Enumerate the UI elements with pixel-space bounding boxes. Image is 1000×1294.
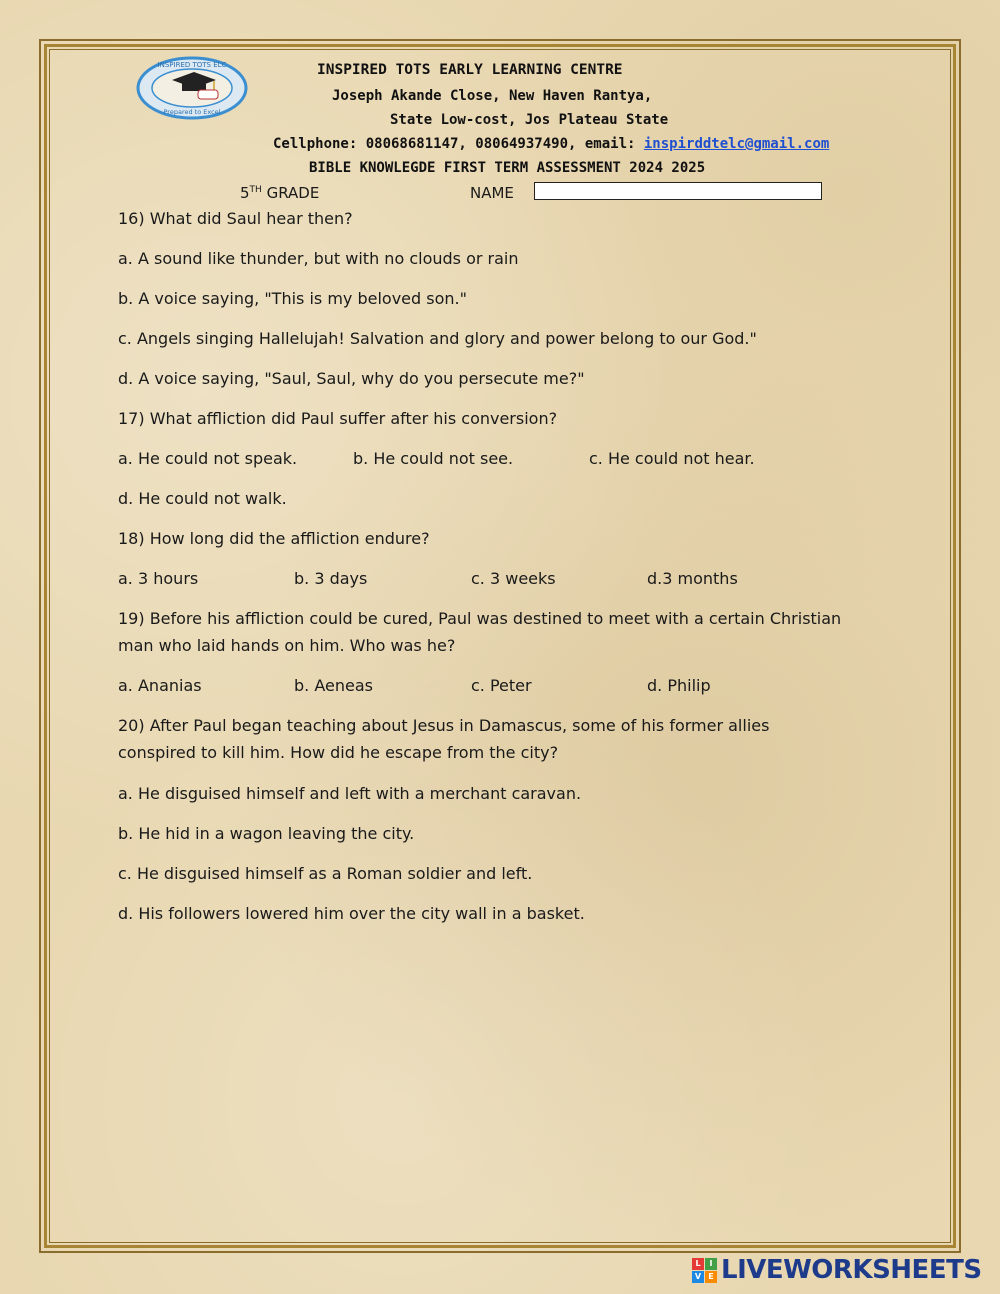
- q18-option-d[interactable]: d.3 months: [647, 569, 738, 588]
- address-line-1: Joseph Akande Close, New Haven Rantya,: [332, 88, 653, 104]
- q20-option-b[interactable]: b. He hid in a wagon leaving the city.: [118, 824, 415, 843]
- q17-option-b[interactable]: b. He could not see.: [353, 449, 514, 468]
- q18-option-a[interactable]: a. 3 hours: [118, 569, 199, 588]
- phone-text: Cellphone: 08068681147, 08064937490, email:: [273, 136, 644, 152]
- liveworksheets-brand[interactable]: [692, 1256, 982, 1284]
- name-input[interactable]: [534, 182, 822, 200]
- logo-text-top: INSPIRED TOTS ELC: [157, 61, 227, 69]
- question-20-line-2: conspired to kill him. How did he escape from the city?: [118, 743, 559, 762]
- name-label: NAME: [470, 184, 514, 202]
- q19-option-d[interactable]: d. Philip: [647, 676, 711, 695]
- question-19-line-1: 19) Before his affliction could be cured, Paul was destined to meet with a certain Christian: [118, 609, 842, 628]
- school-logo: [136, 56, 248, 120]
- question-20-line-1: 20) After Paul began teaching about Jesus in Damascus, some of his former allies: [118, 716, 770, 735]
- assessment-title: BIBLE KNOWLEGDE FIRST TERM ASSESSMENT 2024 2025: [309, 160, 706, 176]
- brand-icon-letter: L: [692, 1258, 704, 1270]
- q20-option-a[interactable]: a. He disguised himself and left with a merchant caravan.: [118, 784, 582, 803]
- brand-icon-letter: E: [705, 1271, 717, 1283]
- q18-option-b[interactable]: b. 3 days: [294, 569, 368, 588]
- q20-option-d[interactable]: d. His followers lowered him over the city wall in a basket.: [118, 904, 585, 923]
- q16-option-a[interactable]: a. A sound like thunder, but with no clouds or rain: [118, 249, 519, 268]
- q18-option-c[interactable]: c. 3 weeks: [471, 569, 556, 588]
- logo-text-bottom: Prepared to Excel: [163, 108, 221, 116]
- school-name: INSPIRED TOTS EARLY LEARNING CENTRE: [317, 62, 623, 78]
- q19-option-c[interactable]: c. Peter: [471, 676, 532, 695]
- q19-option-b[interactable]: b. Aeneas: [294, 676, 373, 695]
- brand-icon-letter: I: [705, 1258, 717, 1270]
- question-18: 18) How long did the affliction endure?: [118, 529, 430, 548]
- brand-text: LIVEWORKSHEETS: [721, 1255, 982, 1285]
- q17-option-a[interactable]: a. He could not speak.: [118, 449, 298, 468]
- liveworksheets-icon: [692, 1258, 717, 1283]
- question-17: 17) What affliction did Paul suffer after his conversion?: [118, 409, 558, 428]
- q16-option-d[interactable]: d. A voice saying, "Saul, Saul, why do you persecute me?": [118, 369, 585, 388]
- q19-option-a[interactable]: a. Ananias: [118, 676, 202, 695]
- question-19-line-2: man who laid hands on him. Who was he?: [118, 636, 456, 655]
- contact-line: [273, 136, 829, 152]
- q16-option-c[interactable]: c. Angels singing Hallelujah! Salvation and glory and power belong to our God.": [118, 329, 757, 348]
- email-link[interactable]: inspirddtelc@gmail.com: [643, 136, 830, 152]
- address-line-2: State Low-cost, Jos Plateau State: [390, 112, 669, 128]
- q20-option-c[interactable]: c. He disguised himself as a Roman soldier and left.: [118, 864, 533, 883]
- q17-option-c[interactable]: c. He could not hear.: [589, 449, 755, 468]
- q17-option-d[interactable]: d. He could not walk.: [118, 489, 287, 508]
- question-16: 16) What did Saul hear then?: [118, 209, 353, 228]
- q16-option-b[interactable]: b. A voice saying, "This is my beloved son.": [118, 289, 467, 308]
- grade-label: 5TH GRADE: [240, 184, 320, 202]
- brand-icon-letter: V: [692, 1271, 704, 1283]
